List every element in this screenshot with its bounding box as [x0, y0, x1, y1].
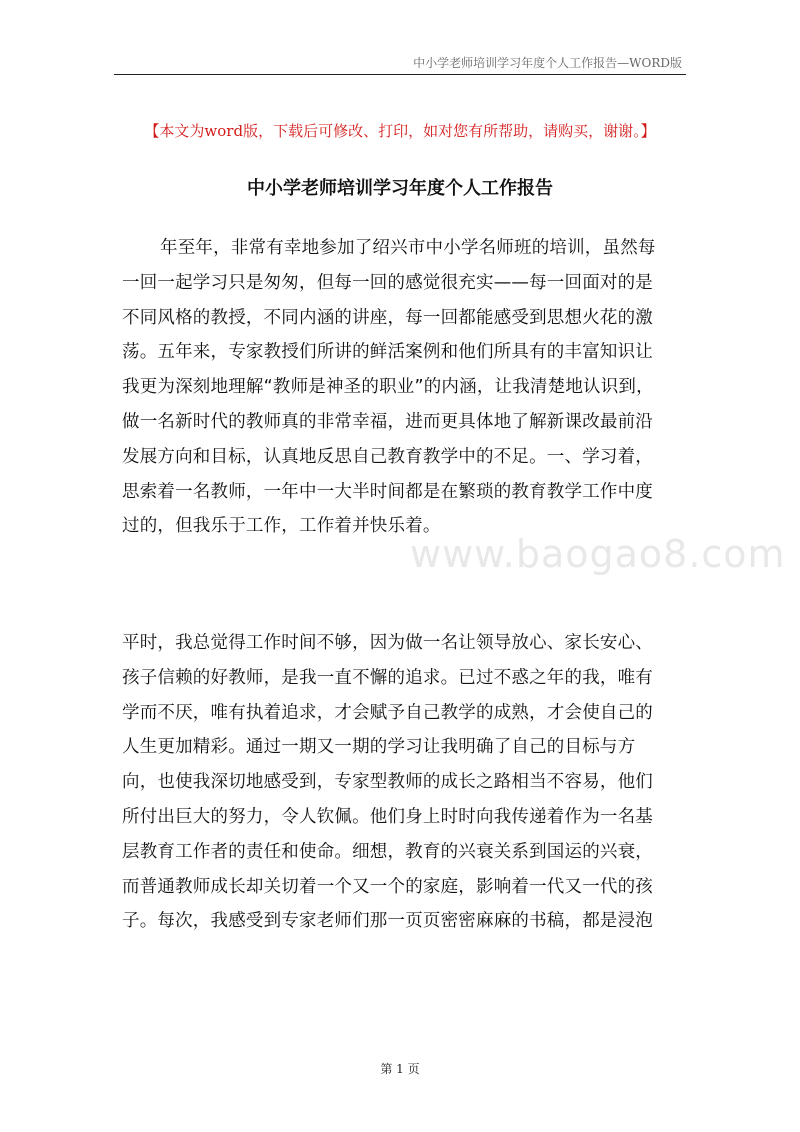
text-line: 层教育工作者的责任和使命。细想，教育的兴衰关系到国运的兴衰，	[122, 841, 653, 862]
document-title: 中小学老师培训学习年度个人工作报告	[247, 178, 553, 199]
text-line: 我更为深刻地理解“教师是神圣的职业”的内涵，让我清楚地认识到，	[122, 377, 654, 398]
text-line: 向，也使我深切地感受到，专家型教师的成长之路相当不容易，他们	[122, 772, 653, 793]
text-line: 孩子信赖的好教师，是我一直不懈的追求。已过不惑之年的我，唯有	[122, 667, 653, 688]
text-line: 发展方向和目标，认真地反思自己教育教学中的不足。一、学习着，	[122, 446, 653, 467]
text-line: 思索着一名教师，一年中一大半时间都是在繁琐的教育教学工作中度	[122, 481, 653, 502]
text-line: 学而不厌，唯有执着追求，才会赋予自己教学的成熟，才会使自己的	[122, 702, 653, 723]
paragraph-1	[122, 231, 682, 544]
header-rule	[114, 74, 686, 75]
text-line: 所付出巨大的努力，令人钦佩。他们身上时时向我传递着作为一名基	[122, 806, 653, 827]
text-line: 年至年，非常有幸地参加了绍兴市中小学名师班的培训，虽然每	[160, 238, 656, 258]
download-notice: 【本文为word版，下载后可修改、打印，如对您有所帮助，请购买，谢谢。】	[144, 122, 656, 140]
text-line: 一回一起学习只是匆匆，但每一回的感觉很充实——每一回面对的是	[122, 272, 653, 293]
text-line: 做一名新时代的教师真的非常幸福，进而更具体地了解新课改最前沿	[122, 411, 653, 432]
text-line: 平时，我总觉得工作时间不够，因为做一名让领导放心、家长安心、	[122, 633, 653, 653]
text-line: 不同风格的教授，不同内涵的讲座，每一回都能感受到思想火花的激	[122, 307, 653, 328]
watermark: www.baogao8.com	[410, 532, 786, 576]
text-line: 荡。五年来，专家教授们所讲的鲜活案例和他们所具有的丰富知识让	[122, 342, 653, 363]
running-header: 中小学老师培训学习年度个人工作报告—WORD版	[413, 56, 682, 70]
text-line: 人生更加精彩。通过一期又一期的学习让我明确了自己的目标与方	[122, 737, 636, 758]
paragraph-2	[122, 626, 682, 939]
page-number: 第 1 页	[380, 1062, 420, 1076]
text-line: 子。每次，我感受到专家老师们那一页页密密麻麻的书稿，都是浸泡	[122, 911, 653, 932]
text-line: 过的，但我乐于工作，工作着并快乐着。	[122, 516, 441, 537]
text-line: 而普通教师成长却关切着一个又一个的家庭，影响着一代又一代的孩	[122, 876, 653, 897]
